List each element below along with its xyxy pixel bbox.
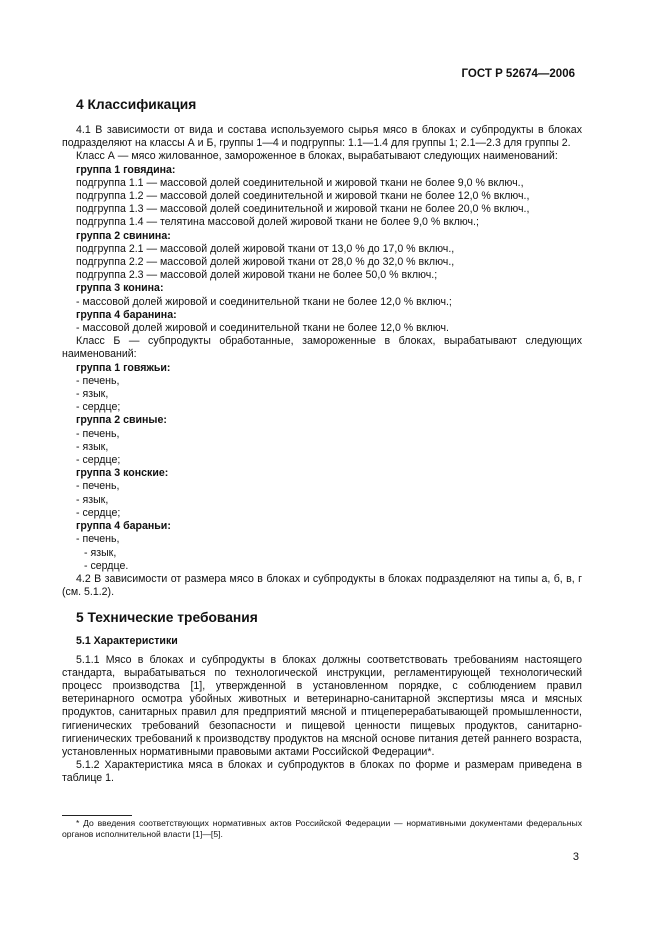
offal-group-1-title: группа 1 говяжьи: (76, 361, 171, 374)
list-item: - сердце; (76, 506, 121, 519)
page-content (62, 92, 582, 786)
list-item: - печень, (76, 533, 120, 546)
group-2-title: группа 2 свинина: (76, 229, 171, 242)
list-item: подгруппа 1.2 — массовой долей соединительной и жировой ткани не более 12,0 % включ., (76, 190, 530, 203)
group-4-title: группа 4 баранина: (76, 308, 177, 321)
list-item: - язык, (84, 546, 117, 559)
list-item: подгруппа 2.3 — массовой долей жировой ткани не более 50,0 % включ.; (76, 269, 438, 282)
section-4-title: 4 Классификация (76, 97, 197, 112)
class-a-paragraph: Класс А — мясо жилованное, замороженное в блоках, вырабатывают следующих наименований: (76, 150, 558, 163)
offal-group-3-title: группа 3 конские: (76, 467, 169, 480)
offal-group-2-title: группа 2 свиные: (76, 414, 167, 427)
list-item: - сердце; (76, 401, 121, 414)
list-item: подгруппа 1.1 — массовой долей соединительной и жировой ткани не более 9,0 % включ., (76, 176, 524, 189)
paragraph-4-2: 4.2 В зависимости от размера мясо в блоках и субпродукты в блоках подразделяют на типы а, б, в, г (см. 5.1.2). (62, 572, 582, 599)
group-1-title: группа 1 говядина: (76, 163, 176, 176)
footnote: * До введения соответствующих нормативных актов Российской Федерации — нормативными документами федеральных органов исполнительной власти [1]—[5]. (62, 818, 582, 839)
footnote-divider (62, 815, 132, 816)
list-item: - язык, (76, 440, 109, 453)
list-item: подгруппа 2.2 — массовой долей жировой ткани от 28,0 % до 32,0 % включ., (76, 256, 455, 269)
list-item: - язык, (76, 388, 109, 401)
list-item: - массовой долей жировой и соединительной ткани не более 12,0 % включ. (76, 322, 449, 335)
list-item: подгруппа 1.3 — массовой долей соединительной и жировой ткани не более 20,0 % включ., (76, 203, 530, 216)
section-5-title: 5 Технические требования (76, 610, 258, 626)
list-item: подгруппа 2.1 — массовой долей жировой ткани от 13,0 % до 17,0 % включ., (76, 242, 455, 255)
list-item: - печень, (76, 374, 120, 387)
subsection-5-1-title: 5.1 Характеристики (76, 635, 178, 648)
list-item: - печень, (76, 427, 120, 440)
document-code: ГОСТ Р 52674—2006 (461, 68, 575, 80)
page-number: 3 (572, 851, 579, 863)
list-item: - сердце; (76, 454, 121, 467)
paragraph-5-1-1: 5.1.1 Мясо в блоках и субпродукты в блоках должны соответствовать требованиям настоящего стандарта, вырабатываться по технологической инструкции, регламентирующей технологический процесс производства [1], утвержденной в установленном порядке, с соблюдением правил ветеринарного осмотра убойных животных и ветеринарно-санитарной экспертизы мяса и мясных продуктов, санитарных правил для предприятий мясной и птицеперерабатывающей промышленности, гигиенических требований безопасности и пищевой ценности пищевых продуктов, санитарно-гигиенических требований к производству продуктов на мясной основе питания детей раннего возраста, установленных нормативными правовыми актами Российской Федерации*. (62, 653, 582, 758)
list-item: - сердце. (84, 559, 129, 572)
offal-group-4-title: группа 4 бараньи: (76, 520, 171, 533)
class-b-paragraph: Класс Б — субпродукты обработанные, замороженные в блоках, вырабатывают следующих наименований: (62, 335, 582, 361)
paragraph-4-1: 4.1 В зависимости от вида и состава используемого сырья мясо в блоках и субпродукты в блоках подразделяют на классы А и Б, группы 1—4 и подгруппы: 1.1—1.4 для группы 1; 2.1—2.3 для группы 2. (62, 124, 582, 150)
paragraph-5-1-2: 5.1.2 Характеристика мяса в блоках и субпродуктов в блоках по форме и размерам приведена в таблице 1. (62, 759, 582, 785)
list-item: подгруппа 1.4 — телятина массовой долей жировой ткани не более 9,0 % включ.; (76, 216, 479, 229)
list-item: - печень, (76, 480, 120, 493)
list-item: - язык, (76, 493, 109, 506)
list-item: - массовой долей жировой и соединительной ткани не более 12,0 % включ.; (76, 295, 452, 308)
group-3-title: группа 3 конина: (76, 282, 164, 295)
